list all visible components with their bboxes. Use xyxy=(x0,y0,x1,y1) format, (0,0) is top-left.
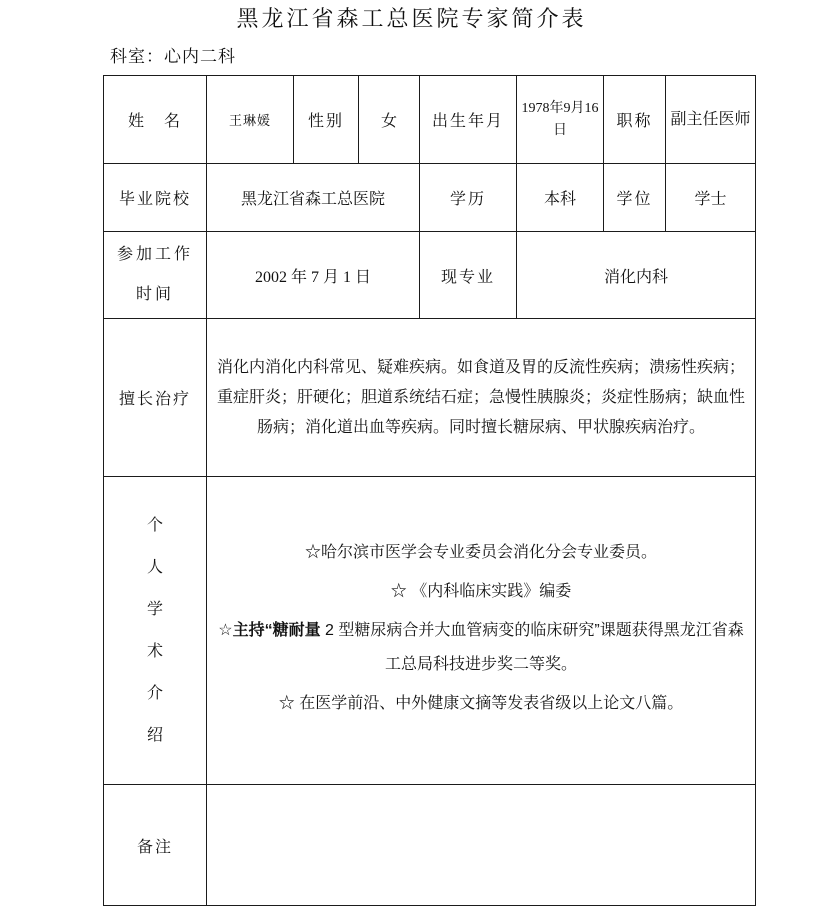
table-row xyxy=(104,76,756,164)
bullet-text: 2 型糖尿病合并大血管病变的临床研究”课题获得黑龙江省森工总局科技进步奖二等奖。 xyxy=(320,621,744,673)
expertise-content: 消化内消化内科常见、疑难疾病。如食道及胃的反流性疾病；溃疡性疾病；重症肝炎；肝硬化；胆道系统结石症；急慢性胰腺炎；炎症性肠病；缺血性肠病；消化道出血等疾病。同时擅长糖尿病、甲状腺疾病治疗。 xyxy=(207,319,756,477)
job-title-label: 职称 xyxy=(604,76,666,164)
academic-intro-label-char: 学 xyxy=(146,600,163,618)
work-start-label-line2: 时间 xyxy=(135,286,174,303)
bullet-text: 《内科临床实践》编委 xyxy=(411,582,572,600)
academic-intro-label-char: 个 xyxy=(146,516,163,534)
gender-value: 女 xyxy=(359,76,420,164)
star-icon: ☆ xyxy=(304,543,321,561)
gender-label: 性别 xyxy=(294,76,359,164)
school-value: 黑龙江省森工总医院 xyxy=(207,164,420,232)
specialty-value: 消化内科 xyxy=(517,232,756,319)
work-start-value: 2002 年 7 月 1 日 xyxy=(207,232,420,319)
academic-bullet xyxy=(211,687,751,721)
table-row xyxy=(104,785,756,906)
birth-label: 出生年月 xyxy=(420,76,517,164)
department-line xyxy=(110,42,236,67)
bullet-text: 在医学前沿、中外健康文摘等发表省级以上论文八篇。 xyxy=(299,694,684,712)
academic-bullet xyxy=(211,536,751,570)
work-start-label xyxy=(104,232,207,319)
table-row xyxy=(104,164,756,232)
academic-intro-label-char: 绍 xyxy=(146,726,163,744)
education-value: 本科 xyxy=(517,164,604,232)
academic-intro-label xyxy=(104,477,207,785)
degree-label: 学位 xyxy=(604,164,666,232)
expert-profile-table xyxy=(103,75,756,906)
remarks-content xyxy=(207,785,756,906)
academic-bullet xyxy=(211,575,751,609)
table-row xyxy=(104,477,756,785)
work-start-label-line1: 参加工作 xyxy=(116,246,193,263)
name-label: 姓 名 xyxy=(104,76,207,164)
star-icon: ☆ xyxy=(278,694,300,712)
academic-intro-label-char: 术 xyxy=(146,642,163,660)
name-value: 王琳媛 xyxy=(207,76,294,164)
job-title-value: 副主任医师 xyxy=(666,76,756,164)
bullet-text: 哈尔滨市医学会专业委员会消化分会专业委员。 xyxy=(321,543,658,561)
specialty-label: 现专业 xyxy=(420,232,517,319)
star-icon: ☆ xyxy=(390,582,412,600)
degree-value: 学士 xyxy=(666,164,756,232)
education-label: 学历 xyxy=(420,164,517,232)
table-row xyxy=(104,319,756,477)
department-value: 心内二科 xyxy=(164,47,236,66)
academic-intro-label-char: 介 xyxy=(146,684,163,702)
school-label: 毕业院校 xyxy=(104,164,207,232)
star-icon: ☆ xyxy=(218,621,233,639)
table-row xyxy=(104,232,756,319)
bullet-bold-text: 主持“糖耐量 xyxy=(232,621,321,639)
expertise-label: 擅长治疗 xyxy=(104,319,207,477)
academic-intro-content xyxy=(207,477,756,785)
remarks-label: 备注 xyxy=(104,785,207,906)
academic-bullet xyxy=(211,614,751,682)
page-title: 黑龙江省森工总医院专家简介表 xyxy=(236,6,587,31)
department-label: 科室： xyxy=(110,47,164,66)
birth-value: 1978年9月16日 xyxy=(517,76,604,164)
academic-intro-label-char: 人 xyxy=(146,558,163,576)
